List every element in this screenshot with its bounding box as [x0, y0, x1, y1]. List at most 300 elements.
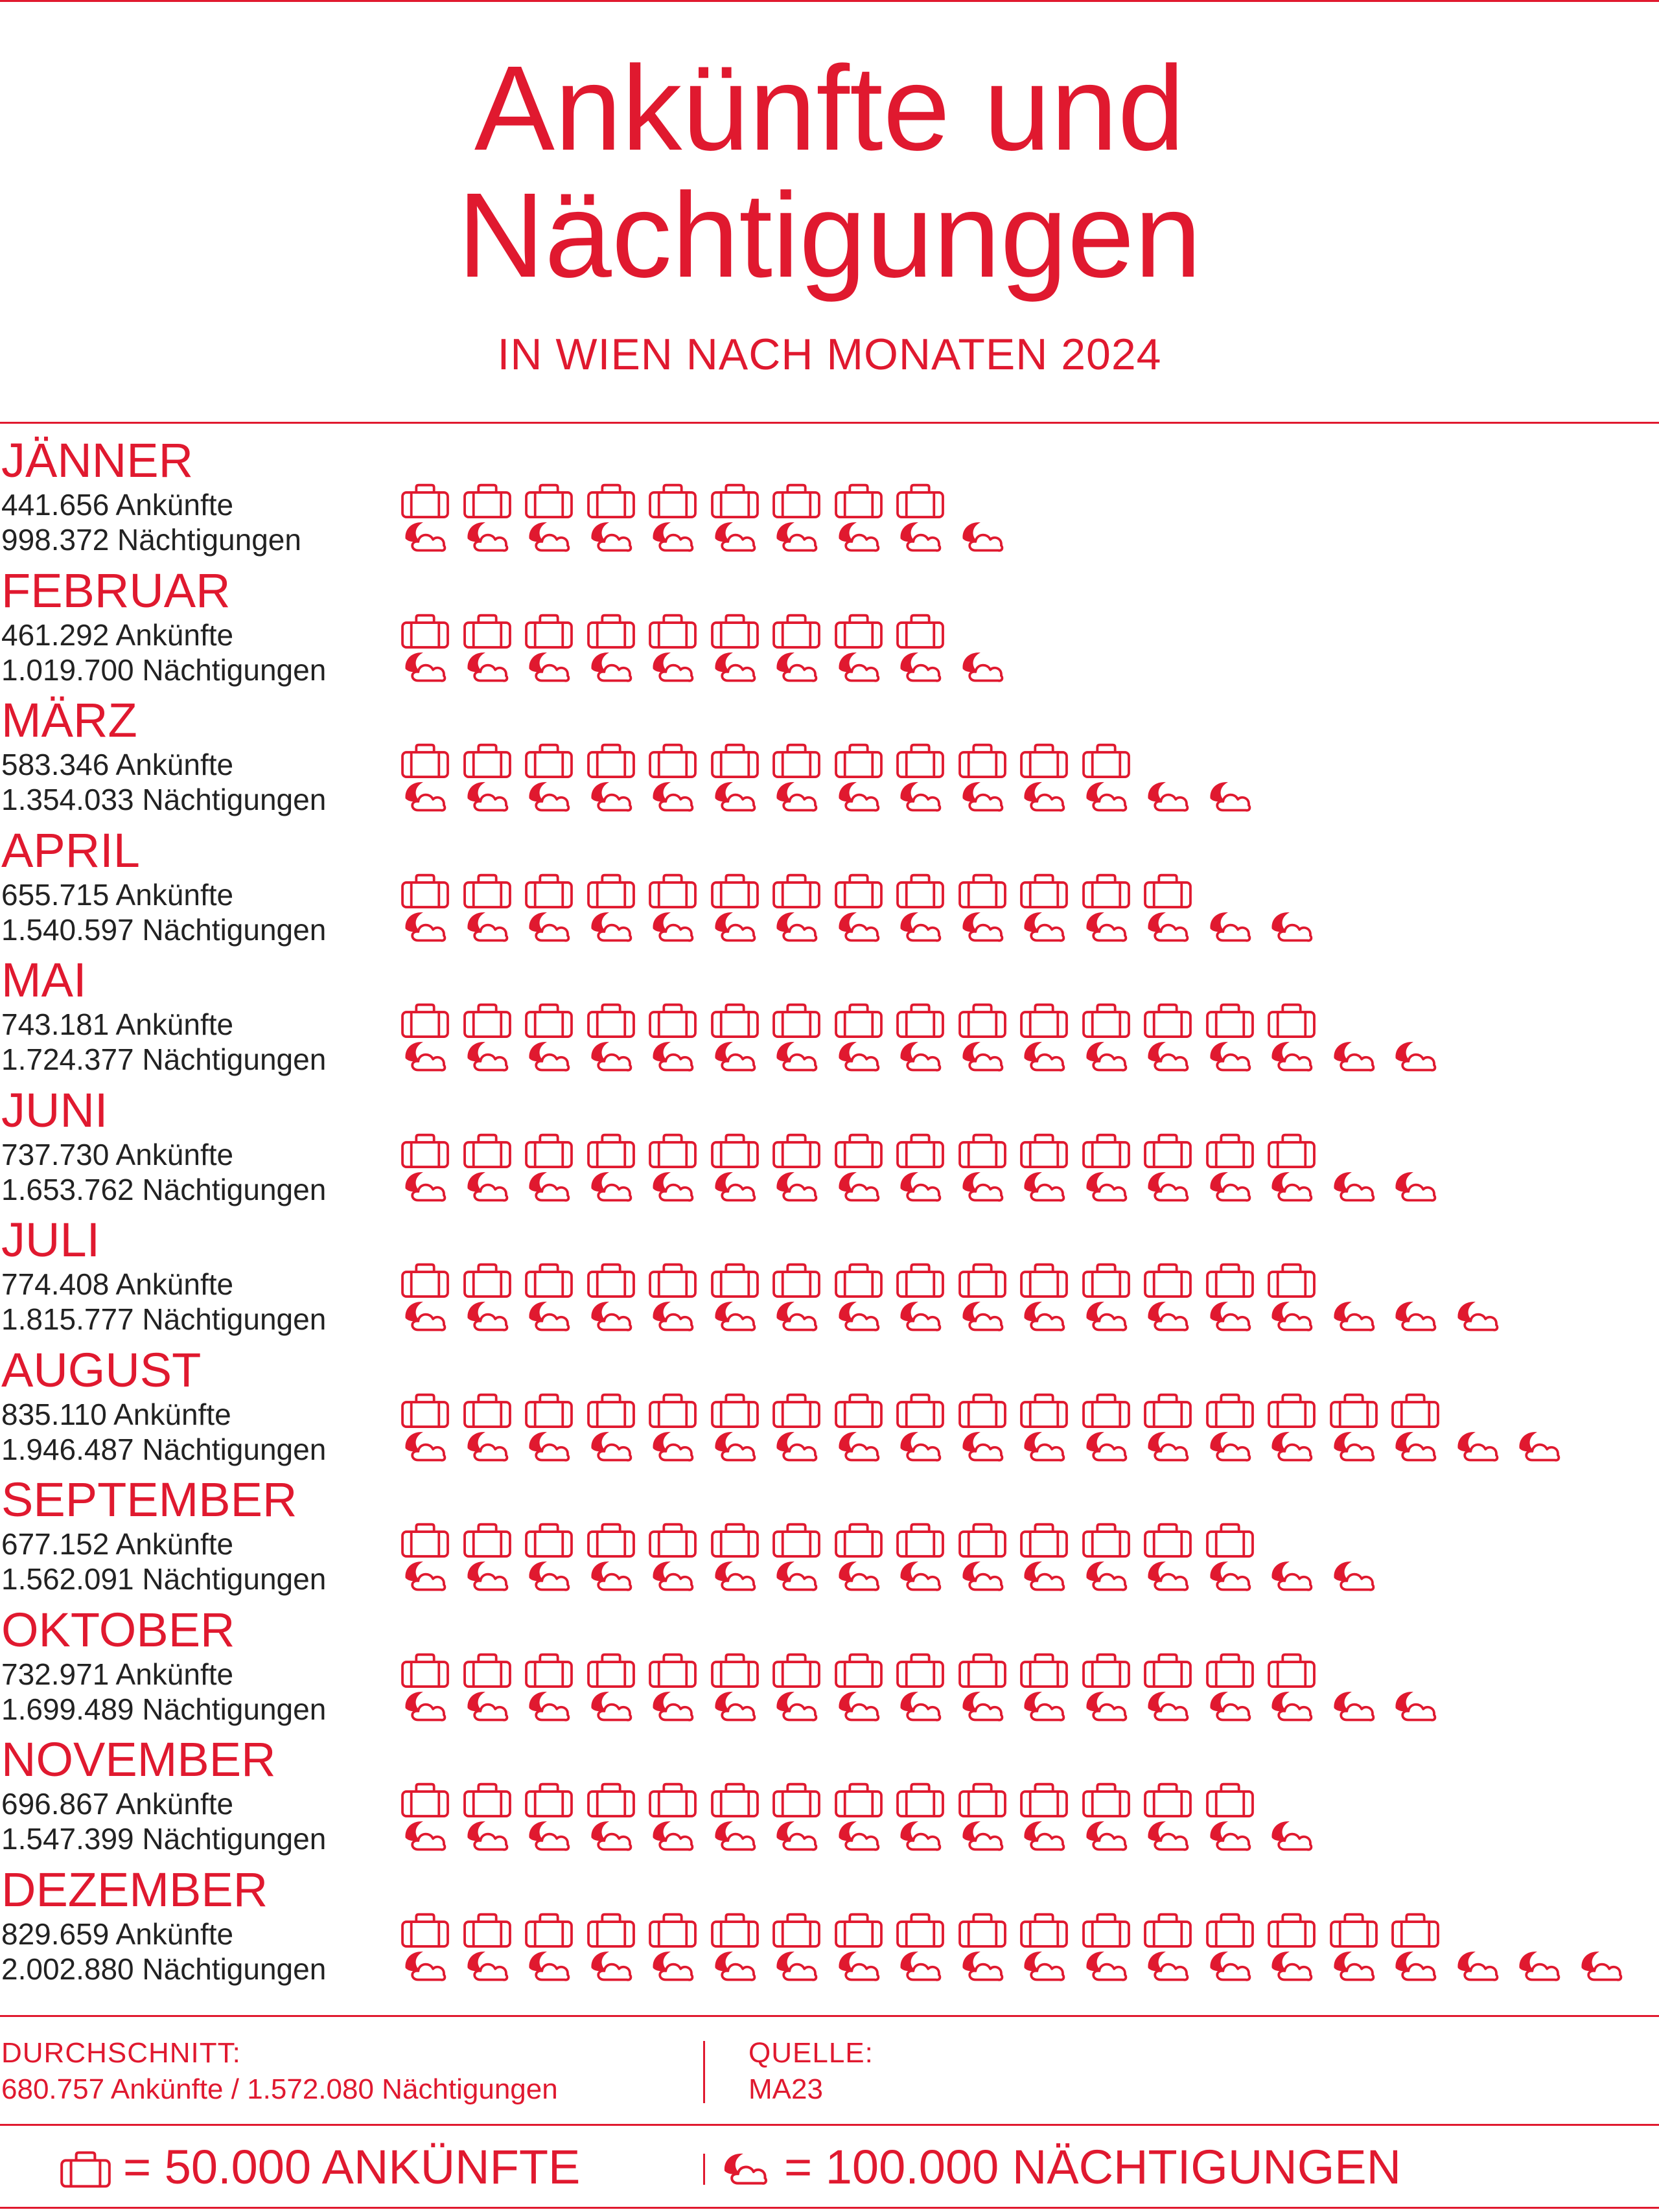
nights-value: 998.372 Nächtigungen [1, 523, 301, 557]
moon-cloud-icon [958, 910, 1007, 945]
suitcase-icon [1391, 1913, 1440, 1948]
moon-cloud-icon [958, 1429, 1007, 1464]
suitcase-icon [958, 1782, 1007, 1817]
suitcase-icon [1143, 1653, 1192, 1688]
moon-cloud-icon [586, 1169, 636, 1204]
suitcase-icon [834, 1003, 883, 1038]
month-name: OKTOBER [1, 1602, 235, 1657]
moon-cloud-icon [463, 1299, 512, 1334]
nights-value: 2.002.880 Nächtigungen [1, 1952, 327, 1986]
moon-cloud-icon [772, 1819, 821, 1854]
suitcase-icon [834, 1393, 883, 1428]
moon-cloud-icon [1329, 1689, 1378, 1724]
suitcase-icon [463, 1133, 512, 1168]
moon-cloud-icon [710, 779, 760, 814]
suitcase-icon [463, 873, 512, 908]
suitcase-icon [586, 1913, 636, 1948]
arrivals-value: 732.971 Ankünfte [1, 1657, 234, 1691]
suitcase-icon [896, 743, 945, 778]
moon-cloud-icon [710, 1949, 760, 1984]
suitcase-icon [1082, 1263, 1131, 1298]
suitcase-icon [400, 1913, 450, 1948]
suitcase-icon [896, 614, 945, 649]
moon-cloud-icon [400, 910, 450, 945]
suitcase-icon [834, 1782, 883, 1817]
suitcase-icon [958, 743, 1007, 778]
average-label: DURCHSCHNITT: [1, 2037, 241, 2069]
suitcase-icon [1143, 1263, 1192, 1298]
moon-cloud-icon [1267, 1429, 1316, 1464]
suitcase-icon [1082, 743, 1131, 778]
moon-cloud-icon [896, 1039, 945, 1074]
suitcase-icon [896, 483, 945, 518]
suitcase-icon [1205, 1003, 1255, 1038]
moon-cloud-icon [400, 1169, 450, 1204]
suitcase-icon [586, 873, 636, 908]
moon-cloud-icon [958, 650, 1007, 685]
suitcase-icon [648, 1782, 697, 1817]
moon-cloud-icon [1329, 1949, 1378, 1984]
suitcase-icon [896, 1263, 945, 1298]
moon-cloud-icon [1082, 1169, 1131, 1204]
moon-cloud-icon [958, 1039, 1007, 1074]
suitcase-icon [648, 1653, 697, 1688]
suitcase-icon [834, 873, 883, 908]
moon-cloud-icon [648, 779, 697, 814]
moon-cloud-icon [586, 1819, 636, 1854]
suitcase-icon [463, 1393, 512, 1428]
arrivals-value: 829.659 Ankünfte [1, 1917, 234, 1951]
moon-cloud-icon [834, 520, 883, 555]
suitcase-icon [772, 1393, 821, 1428]
suitcase-icon [586, 743, 636, 778]
suitcase-icon [648, 1263, 697, 1298]
moon-cloud-icon [400, 520, 450, 555]
suitcase-icon [772, 1523, 821, 1558]
suitcase-icon [1019, 743, 1069, 778]
moon-cloud-icon [1143, 1169, 1192, 1204]
moon-cloud-icon [648, 1819, 697, 1854]
suitcase-icon [958, 873, 1007, 908]
moon-cloud-icon [586, 1299, 636, 1334]
suitcase-icon [958, 1263, 1007, 1298]
moon-cloud-icon [710, 1559, 760, 1594]
moon-cloud-icon [648, 1039, 697, 1074]
suitcase-icon [1267, 1133, 1316, 1168]
suitcase-icon [710, 1003, 760, 1038]
moon-cloud-icon [834, 1039, 883, 1074]
moon-cloud-icon [400, 1819, 450, 1854]
suitcase-icon [772, 483, 821, 518]
moon-cloud-icon [1329, 1299, 1378, 1334]
month-name: APRIL [1, 823, 140, 877]
arrivals-value: 835.110 Ankünfte [1, 1397, 231, 1431]
suitcase-icon [586, 1523, 636, 1558]
moon-cloud-icon [1082, 1559, 1131, 1594]
suitcase-icon [648, 1523, 697, 1558]
moon-cloud-icon [1205, 1039, 1255, 1074]
moon-cloud-icon [1019, 779, 1069, 814]
nights-value: 1.019.700 Nächtigungen [1, 652, 327, 687]
moon-cloud-icon [710, 1429, 760, 1464]
month-row [0, 1473, 1659, 1607]
moon-cloud-icon [400, 1949, 450, 1984]
moon-cloud-icon [1267, 1949, 1316, 1984]
moon-cloud-icon [586, 1429, 636, 1464]
moon-cloud-icon [400, 779, 450, 814]
suitcase-icon [1019, 1133, 1069, 1168]
bottom-rule [0, 2207, 1659, 2209]
suitcase-icon [1019, 1913, 1069, 1948]
legend-suitcase-icon [60, 2150, 111, 2189]
moon-cloud-icon [524, 1689, 574, 1724]
suitcase-icon [1019, 1782, 1069, 1817]
moon-cloud-icon [896, 779, 945, 814]
moon-cloud-icon [834, 1429, 883, 1464]
moon-cloud-icon [834, 1169, 883, 1204]
suitcase-icon [958, 1913, 1007, 1948]
suitcase-icon [896, 1393, 945, 1428]
suitcase-icon [1019, 1393, 1069, 1428]
month-row [0, 693, 1659, 827]
moon-cloud-icon [524, 1039, 574, 1074]
moon-cloud-icon [463, 1169, 512, 1204]
suitcase-icon [958, 1133, 1007, 1168]
moon-cloud-icon [1143, 1689, 1192, 1724]
suitcase-icon [463, 614, 512, 649]
suitcase-icon [1143, 1913, 1192, 1948]
moon-cloud-icon [896, 1559, 945, 1594]
moon-cloud-icon [648, 1689, 697, 1724]
suitcase-icon [834, 1133, 883, 1168]
suitcase-icon [1267, 1263, 1316, 1298]
pictogram-row [400, 1523, 1658, 1613]
legend [0, 2132, 1659, 2203]
moon-cloud-icon [1453, 1429, 1502, 1464]
moon-cloud-icon [463, 779, 512, 814]
moon-cloud-icon [1205, 1819, 1255, 1854]
suitcase-icon [772, 743, 821, 778]
suitcase-icon [710, 1523, 760, 1558]
suitcase-icon [896, 1653, 945, 1688]
header-rule [0, 422, 1659, 424]
suitcase-icon [463, 743, 512, 778]
suitcase-icon [1205, 1523, 1255, 1558]
suitcase-icon [1082, 1133, 1131, 1168]
moon-cloud-icon [1019, 1429, 1069, 1464]
month-row [0, 1602, 1659, 1737]
moon-cloud-icon [834, 910, 883, 945]
moon-cloud-icon [648, 1949, 697, 1984]
moon-cloud-icon [586, 910, 636, 945]
suitcase-icon [648, 483, 697, 518]
suitcase-icon [1082, 1653, 1131, 1688]
suitcase-icon [958, 1653, 1007, 1688]
suitcase-icon [463, 1913, 512, 1948]
moon-cloud-icon [1267, 1819, 1316, 1854]
chart-bottom-rule [0, 2015, 1659, 2017]
suitcase-icon [1082, 1393, 1131, 1428]
suitcase-icon [710, 483, 760, 518]
suitcase-icon [1019, 873, 1069, 908]
suitcase-icon [1267, 1003, 1316, 1038]
suitcase-icon [772, 1003, 821, 1038]
suitcase-icon [896, 873, 945, 908]
moon-cloud-icon [1205, 1299, 1255, 1334]
suitcase-icon [524, 614, 574, 649]
arrivals-value: 696.867 Ankünfte [1, 1787, 234, 1821]
moon-cloud-icon [1205, 779, 1255, 814]
suitcase-icon [710, 1782, 760, 1817]
suitcase-icon [586, 614, 636, 649]
suitcase-icon [834, 1913, 883, 1948]
suitcase-icon [400, 1653, 450, 1688]
nights-value: 1.547.399 Nächtigungen [1, 1822, 327, 1856]
month-name: JÄNNER [1, 433, 194, 487]
suitcase-icon [586, 1393, 636, 1428]
moon-cloud-icon [1082, 1039, 1131, 1074]
moon-cloud-icon [1514, 1949, 1564, 1984]
moon-cloud-icon [896, 520, 945, 555]
suitcase-icon [1267, 1393, 1316, 1428]
moon-cloud-icon [524, 520, 574, 555]
suitcase-icon [648, 1913, 697, 1948]
month-name: MAI [1, 953, 87, 1007]
moon-cloud-icon [463, 1039, 512, 1074]
moon-cloud-icon [1082, 779, 1131, 814]
month-row [0, 433, 1659, 568]
moon-cloud-icon [400, 1559, 450, 1594]
moon-cloud-icon [1082, 1689, 1131, 1724]
suitcase-icon [710, 1263, 760, 1298]
moon-cloud-icon [1514, 1429, 1564, 1464]
pictogram-row [400, 1393, 1658, 1484]
moon-cloud-icon [958, 1299, 1007, 1334]
suitcase-icon [1205, 1913, 1255, 1948]
suitcase-icon [400, 1393, 450, 1428]
moon-cloud-icon [524, 1559, 574, 1594]
moon-cloud-icon [1329, 1039, 1378, 1074]
moon-cloud-icon [710, 910, 760, 945]
suitcase-icon [710, 1133, 760, 1168]
suitcase-icon [586, 1263, 636, 1298]
moon-cloud-icon [896, 1819, 945, 1854]
moon-cloud-icon [1205, 1559, 1255, 1594]
suitcase-icon [586, 1003, 636, 1038]
nights-value: 1.653.762 Nächtigungen [1, 1172, 327, 1206]
moon-cloud-icon [400, 650, 450, 685]
month-name: JUNI [1, 1083, 108, 1137]
suitcase-icon [1019, 1003, 1069, 1038]
moon-cloud-icon [1329, 1429, 1378, 1464]
suitcase-icon [400, 873, 450, 908]
moon-cloud-icon [1019, 1299, 1069, 1334]
suitcase-icon [710, 614, 760, 649]
month-row [0, 1083, 1659, 1217]
suitcase-icon [1205, 1653, 1255, 1688]
suitcase-icon [1329, 1913, 1378, 1948]
moon-cloud-icon [1329, 1169, 1378, 1204]
month-name: FEBRUAR [1, 563, 231, 617]
suitcase-icon [400, 743, 450, 778]
suitcase-icon [834, 483, 883, 518]
moon-cloud-icon [1267, 910, 1316, 945]
suitcase-icon [1267, 1913, 1316, 1948]
suitcase-icon [524, 1523, 574, 1558]
moon-cloud-icon [463, 520, 512, 555]
suitcase-icon [1205, 1263, 1255, 1298]
moon-cloud-icon [524, 1169, 574, 1204]
suitcase-icon [1143, 1393, 1192, 1428]
moon-cloud-icon [1391, 1429, 1440, 1464]
arrivals-value: 583.346 Ankünfte [1, 748, 234, 781]
nights-value: 1.699.489 Nächtigungen [1, 1692, 327, 1726]
suitcase-icon [524, 483, 574, 518]
suitcase-icon [400, 1523, 450, 1558]
moon-cloud-icon [463, 1819, 512, 1854]
suitcase-icon [772, 1263, 821, 1298]
moon-cloud-icon [834, 1299, 883, 1334]
suitcase-icon [586, 1133, 636, 1168]
suitcase-icon [524, 1913, 574, 1948]
moon-cloud-icon [896, 1949, 945, 1984]
month-row [0, 1733, 1659, 1867]
suitcase-icon [834, 743, 883, 778]
suitcase-icon [896, 1133, 945, 1168]
month-name: MÄRZ [1, 693, 137, 747]
suitcase-icon [1143, 1133, 1192, 1168]
pictogram-row [400, 1133, 1658, 1224]
moon-cloud-icon [1082, 1429, 1131, 1464]
suitcase-icon [586, 1653, 636, 1688]
suitcase-icon [1082, 1782, 1131, 1817]
footer-rule [0, 2124, 1659, 2126]
moon-cloud-icon [1143, 1299, 1192, 1334]
suitcase-icon [524, 1653, 574, 1688]
moon-cloud-icon [648, 1559, 697, 1594]
moon-cloud-icon [772, 650, 821, 685]
top-rule [0, 0, 1659, 2]
suitcase-icon [1019, 1263, 1069, 1298]
moon-cloud-icon [524, 779, 574, 814]
pictogram-row [400, 483, 1658, 574]
moon-cloud-icon [772, 1169, 821, 1204]
moon-cloud-icon [1143, 1559, 1192, 1594]
suitcase-icon [772, 614, 821, 649]
suitcase-icon [1267, 1653, 1316, 1688]
moon-cloud-icon [586, 520, 636, 555]
suitcase-icon [648, 873, 697, 908]
moon-cloud-icon [463, 1429, 512, 1464]
arrivals-value: 441.656 Ankünfte [1, 488, 234, 522]
moon-cloud-icon [648, 650, 697, 685]
moon-cloud-icon [834, 1819, 883, 1854]
suitcase-icon [896, 1782, 945, 1817]
moon-cloud-icon [648, 1299, 697, 1334]
moon-cloud-icon [524, 650, 574, 685]
suitcase-icon [1205, 1393, 1255, 1428]
nights-value: 1.540.597 Nächtigungen [1, 912, 327, 947]
moon-cloud-icon [1577, 1949, 1626, 1984]
moon-cloud-icon [400, 1299, 450, 1334]
moon-cloud-icon [400, 1429, 450, 1464]
moon-cloud-icon [1019, 1819, 1069, 1854]
moon-cloud-icon [1267, 1299, 1316, 1334]
moon-cloud-icon [1143, 910, 1192, 945]
moon-cloud-icon [1267, 1039, 1316, 1074]
moon-cloud-icon [1391, 1039, 1440, 1074]
month-name: SEPTEMBER [1, 1473, 297, 1527]
pictogram-row [400, 873, 1658, 964]
suitcase-icon [772, 1653, 821, 1688]
suitcase-icon [1019, 1523, 1069, 1558]
suitcase-icon [710, 1913, 760, 1948]
moon-cloud-icon [1082, 910, 1131, 945]
moon-cloud-icon [586, 1039, 636, 1074]
suitcase-icon [1143, 1003, 1192, 1038]
suitcase-icon [772, 1782, 821, 1817]
moon-cloud-icon [586, 1949, 636, 1984]
arrivals-value: 774.408 Ankünfte [1, 1267, 234, 1301]
pictogram-row [400, 743, 1658, 834]
moon-cloud-icon [958, 779, 1007, 814]
pictogram-row [400, 614, 1658, 704]
moon-cloud-icon [1205, 1169, 1255, 1204]
month-row [0, 953, 1659, 1087]
suitcase-icon [1143, 873, 1192, 908]
moon-cloud-icon [896, 910, 945, 945]
nights-value: 1.724.377 Nächtigungen [1, 1043, 327, 1076]
moon-cloud-icon [586, 1689, 636, 1724]
suitcase-icon [463, 1003, 512, 1038]
arrivals-value: 743.181 Ankünfte [1, 1008, 234, 1041]
suitcase-icon [524, 1133, 574, 1168]
suitcase-icon [463, 483, 512, 518]
moon-cloud-icon [1267, 1559, 1316, 1594]
moon-cloud-icon [834, 1949, 883, 1984]
moon-cloud-icon [1082, 1299, 1131, 1334]
suitcase-icon [896, 1913, 945, 1948]
moon-cloud-icon [648, 1169, 697, 1204]
moon-cloud-icon [772, 1429, 821, 1464]
moon-cloud-icon [710, 1299, 760, 1334]
moon-cloud-icon [834, 650, 883, 685]
moon-cloud-icon [958, 1689, 1007, 1724]
suitcase-icon [772, 1913, 821, 1948]
moon-cloud-icon [710, 1819, 760, 1854]
moon-cloud-icon [1019, 910, 1069, 945]
suitcase-icon [648, 1133, 697, 1168]
moon-cloud-icon [1329, 1559, 1378, 1594]
arrivals-value: 737.730 Ankünfte [1, 1137, 234, 1171]
moon-cloud-icon [1453, 1299, 1502, 1334]
moon-cloud-icon [463, 1559, 512, 1594]
suitcase-icon [400, 1782, 450, 1817]
moon-cloud-icon [1143, 1819, 1192, 1854]
moon-cloud-icon [524, 910, 574, 945]
moon-cloud-icon [772, 1299, 821, 1334]
suitcase-icon [463, 1653, 512, 1688]
suitcase-icon [586, 1782, 636, 1817]
suitcase-icon [710, 1653, 760, 1688]
source-label: QUELLE: [748, 2037, 874, 2069]
moon-cloud-icon [772, 910, 821, 945]
moon-cloud-icon [463, 650, 512, 685]
moon-cloud-icon [1019, 1949, 1069, 1984]
title-line-2: Nächtigungen [458, 168, 1201, 303]
moon-cloud-icon [772, 779, 821, 814]
nights-value: 1.562.091 Nächtigungen [1, 1562, 327, 1596]
